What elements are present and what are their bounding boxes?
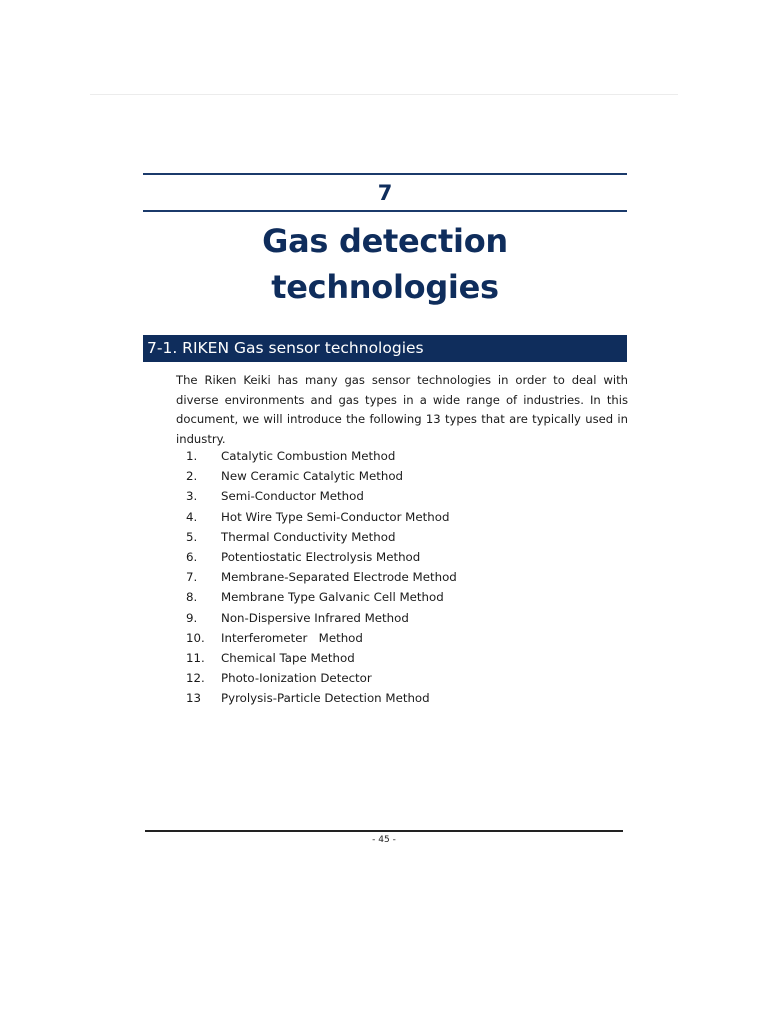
- list-item-number: 12.: [186, 671, 205, 686]
- list-item-label: Semi-Conductor Method: [221, 489, 364, 504]
- section-header-bar: [143, 335, 627, 362]
- page-number: - 45 -: [372, 835, 396, 845]
- list-item-label: Potentiostatic Electrolysis Method: [221, 549, 421, 564]
- list-item-number: 13: [186, 691, 202, 706]
- list-item-number: 2.: [186, 469, 198, 484]
- chapter-rule-bottom: [143, 210, 627, 212]
- list-item-label: Chemical Tape Method: [221, 650, 355, 665]
- list-item: [186, 527, 586, 547]
- list-item: [186, 547, 586, 567]
- list-item-number: 5.: [186, 529, 198, 544]
- list-item-label: New Ceramic Catalytic Method: [221, 469, 404, 484]
- list-item: [186, 507, 586, 527]
- list-item-label: Non-Dispersive Infrared Method: [221, 610, 409, 625]
- list-item-number: 11.: [186, 650, 205, 665]
- list-item-number: 6.: [186, 549, 198, 564]
- section-title: 7-1. RIKEN Gas sensor technologies: [147, 339, 424, 357]
- list-item: [186, 486, 586, 506]
- list-item-number: 3.: [186, 489, 198, 504]
- list-item-label: Membrane Type Galvanic Cell Method: [221, 590, 444, 605]
- list-item: [186, 446, 586, 466]
- chapter-title: Gas detection technologies: [262, 222, 508, 306]
- intro-paragraph: The Riken Keiki has many gas sensor technologies in order to deal with diverse environments and gas types in a wide range of industries. In this document, we will introduce the following 13 types that are typically used in industry.: [176, 373, 628, 446]
- list-item: [186, 587, 586, 607]
- chapter-rule-top: [143, 173, 627, 175]
- list-item-number: 7.: [186, 570, 198, 585]
- list-item-number: 10.: [186, 630, 205, 645]
- list-item-label: Pyrolysis-Particle Detection Method: [221, 691, 430, 706]
- list-item-number: 8.: [186, 590, 198, 605]
- list-item-number: 1.: [186, 449, 198, 463]
- list-item-label: Photo-Ionization Detector: [221, 671, 372, 686]
- list-item-number: 9.: [186, 610, 198, 625]
- top-divider: [90, 94, 678, 95]
- chapter-number: 7: [377, 181, 393, 205]
- list-item-label: Catalytic Combustion Method: [221, 449, 396, 463]
- list-item: [186, 567, 586, 587]
- list-item: [186, 668, 586, 688]
- footer-divider: [145, 830, 623, 832]
- list-item-number: 4.: [186, 509, 198, 524]
- list-item: [186, 628, 586, 648]
- list-item-label: Thermal Conductivity Method: [221, 529, 396, 544]
- list-item: [186, 648, 586, 668]
- list-item-label: Membrane-Separated Electrode Method: [221, 570, 457, 585]
- method-list: [186, 446, 586, 708]
- list-item: [186, 608, 586, 628]
- list-item: [186, 688, 586, 708]
- list-item-label: Interferometer Method: [221, 630, 363, 645]
- list-item: [186, 466, 586, 486]
- list-item-label: Hot Wire Type Semi-Conductor Method: [221, 509, 450, 524]
